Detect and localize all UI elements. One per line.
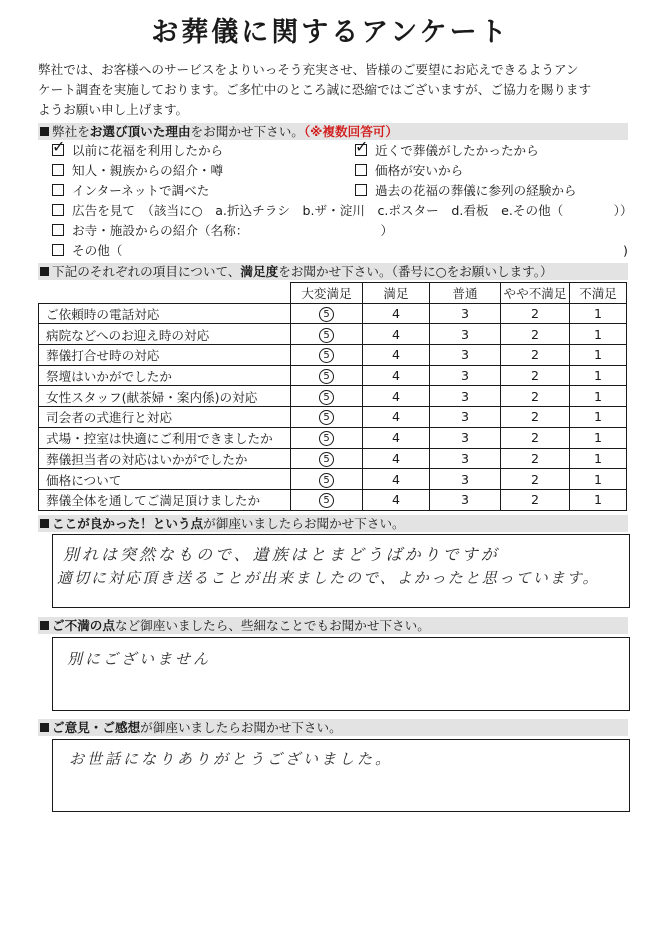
checkbox[interactable] <box>52 244 64 256</box>
score-number: 4 <box>391 471 400 487</box>
square-bullet-icon <box>40 267 49 276</box>
score-number: 3 <box>460 388 469 404</box>
reason-label: 過去の花福の葬儀に参列の経験から <box>375 183 577 198</box>
score-cell[interactable] <box>501 324 570 345</box>
circled-score: 5 <box>319 493 334 508</box>
square-bullet-icon <box>40 621 49 630</box>
reason-option-8[interactable] <box>52 222 393 240</box>
score-cell[interactable] <box>430 345 501 366</box>
score-number: 4 <box>391 347 400 363</box>
table-row <box>39 469 627 490</box>
score-cell[interactable] <box>430 469 501 490</box>
score-cell[interactable] <box>430 407 501 428</box>
score-cell[interactable] <box>501 365 570 386</box>
question-cell: 祭壇はいかがでしたか <box>39 365 291 386</box>
score-cell[interactable] <box>291 303 363 324</box>
score-cell[interactable] <box>570 324 627 345</box>
score-cell[interactable] <box>291 365 363 386</box>
score-cell[interactable] <box>363 324 430 345</box>
score-number: 3 <box>460 368 469 384</box>
score-cell[interactable] <box>501 407 570 428</box>
checkmark-icon: ✓ <box>52 137 66 156</box>
score-cell[interactable] <box>570 386 627 407</box>
checkbox[interactable] <box>355 164 367 176</box>
score-number: 3 <box>460 306 469 322</box>
column-header: 大変満足 <box>291 283 363 304</box>
reason-label: 広告を見て （該当に○ a.折込チラシ b.ザ・淀川 c.ポスター d.看板 e.その他（ ）） <box>72 203 633 218</box>
score-number: 4 <box>391 368 400 384</box>
multiple-answer-note: （※複数回答可） <box>303 124 398 139</box>
section-emphasis: ここが良かった！という点 <box>52 516 204 531</box>
score-cell[interactable] <box>570 489 627 510</box>
intro-line: ケート調査を実施しております。ご多忙中のところ誠に恐縮ではございますが、ご協力を賜ります <box>38 82 592 97</box>
score-cell[interactable] <box>501 303 570 324</box>
reason-option-7[interactable] <box>52 202 633 220</box>
score-number: 1 <box>593 450 602 466</box>
question-cell: 司会者の式進行と対応 <box>39 407 291 428</box>
handwritten-answer-line: 別れは突然なもので、遺族はとまどうばかりですが <box>63 545 500 564</box>
section-text: 下記のそれぞれの項目について、 <box>52 264 241 279</box>
score-number: 2 <box>530 430 539 446</box>
score-cell[interactable] <box>363 427 430 448</box>
section-emphasis: ご意見・ご感想 <box>52 720 141 735</box>
score-number: 1 <box>593 306 602 322</box>
score-number: 4 <box>391 388 400 404</box>
score-cell[interactable] <box>430 448 501 469</box>
score-cell[interactable] <box>501 386 570 407</box>
score-number: 2 <box>530 388 539 404</box>
checkbox[interactable] <box>52 184 64 196</box>
section-good-points-header <box>38 515 628 532</box>
section-text: をお聞かせ下さい。（番号に○をお願いします。） <box>278 264 553 279</box>
section-satisfaction-header <box>38 263 628 280</box>
score-cell[interactable] <box>570 365 627 386</box>
checkbox-checked[interactable] <box>52 137 66 156</box>
handwritten-answer: お世話になりありがとうございました。 <box>69 750 394 768</box>
score-number: 4 <box>391 306 400 322</box>
score-cell[interactable] <box>363 489 430 510</box>
score-cell[interactable] <box>501 427 570 448</box>
question-cell: 葬儀打合せ時の対応 <box>39 345 291 366</box>
score-number: 1 <box>593 471 602 487</box>
satisfaction-table <box>38 282 627 511</box>
score-number: 3 <box>460 430 469 446</box>
complaints-answer-box[interactable] <box>52 637 630 711</box>
column-header: 普通 <box>430 283 501 304</box>
good-points-answer-box[interactable] <box>52 534 630 608</box>
section-feedback-header <box>38 719 628 736</box>
square-bullet-icon <box>40 723 49 732</box>
reason-option-4[interactable] <box>355 162 463 180</box>
table-corner-cell <box>39 283 291 304</box>
score-number: 1 <box>593 326 602 342</box>
section-text: をお聞かせ下さい。 <box>190 124 304 139</box>
score-number: 1 <box>593 430 602 446</box>
column-header: やや不満足 <box>501 283 570 304</box>
survey-title: お葬儀に関するアンケート <box>151 17 510 48</box>
table-row <box>39 303 627 324</box>
table-row <box>39 386 627 407</box>
section-reasons-header <box>38 123 628 140</box>
score-number: 3 <box>460 409 469 425</box>
reason-label: お寺・施設からの紹介（名称： ） <box>72 223 394 238</box>
score-cell[interactable] <box>363 345 430 366</box>
table-row <box>39 407 627 428</box>
circled-score: 5 <box>319 431 334 446</box>
section-emphasis: 満足度 <box>240 264 279 279</box>
score-cell[interactable] <box>363 386 430 407</box>
square-bullet-icon <box>40 127 49 136</box>
score-cell[interactable] <box>291 448 363 469</box>
score-cell[interactable] <box>363 448 430 469</box>
score-cell[interactable] <box>363 407 430 428</box>
handwritten-answer-line: 適切に対応頂き送ることが出来ましたので、よかったと思っています。 <box>57 569 600 587</box>
score-cell[interactable] <box>363 469 430 490</box>
checkbox-checked[interactable] <box>355 137 369 156</box>
column-header: 満足 <box>363 283 430 304</box>
intro-line: ようお願い申し上げます。 <box>38 102 189 117</box>
feedback-answer-box[interactable] <box>52 739 630 812</box>
score-number: 2 <box>530 368 539 384</box>
section-complaints-header <box>38 617 628 634</box>
checkmark-icon: ✓ <box>355 137 369 156</box>
reason-label: 価格が安いから <box>375 163 464 178</box>
circled-score: 5 <box>319 410 334 425</box>
circled-score: 5 <box>319 473 334 488</box>
circled-score: 5 <box>319 390 334 405</box>
table-row <box>39 365 627 386</box>
reason-label: 知人・親族からの紹介・噂 <box>72 163 224 178</box>
score-cell[interactable] <box>430 489 501 510</box>
table-row <box>39 448 627 469</box>
score-number: 3 <box>460 471 469 487</box>
score-number: 2 <box>530 492 539 508</box>
column-header: 不満足 <box>570 283 627 304</box>
score-number: 2 <box>530 409 539 425</box>
score-number: 2 <box>530 347 539 363</box>
score-cell[interactable] <box>291 345 363 366</box>
reason-option-3[interactable] <box>52 162 223 180</box>
score-cell[interactable] <box>570 469 627 490</box>
score-cell[interactable] <box>291 386 363 407</box>
circled-score: 5 <box>319 369 334 384</box>
score-cell[interactable] <box>363 365 430 386</box>
score-number: 1 <box>593 347 602 363</box>
handwritten-answer: 別にございません <box>67 650 212 668</box>
score-number: 4 <box>391 326 400 342</box>
score-number: 1 <box>593 409 602 425</box>
reason-label: 以前に花福を利用したから <box>72 143 224 158</box>
reason-label: その他（ <box>72 243 123 258</box>
score-number: 2 <box>530 306 539 322</box>
score-number: 3 <box>460 347 469 363</box>
score-cell[interactable] <box>430 365 501 386</box>
score-cell[interactable] <box>501 469 570 490</box>
score-cell[interactable] <box>291 407 363 428</box>
score-number: 3 <box>460 492 469 508</box>
reason-label: 近くで葬儀がしたかったから <box>375 143 539 158</box>
score-cell[interactable] <box>430 427 501 448</box>
score-cell[interactable] <box>291 469 363 490</box>
table-row <box>39 345 627 366</box>
table-row <box>39 489 627 510</box>
intro-text <box>38 60 630 120</box>
score-cell[interactable] <box>291 427 363 448</box>
reason-option-2[interactable] <box>355 137 539 160</box>
section-emphasis: お選び頂いた理由 <box>89 124 191 139</box>
score-number: 1 <box>593 368 602 384</box>
other-close-paren: ) <box>623 243 628 258</box>
question-cell: ご依頼時の電話対応 <box>39 303 291 324</box>
score-cell[interactable] <box>501 448 570 469</box>
section-text: など御座いましたら、些細なことでもお聞かせ下さい。 <box>114 618 430 633</box>
score-number: 4 <box>391 492 400 508</box>
score-cell[interactable] <box>430 303 501 324</box>
reason-option-1[interactable] <box>52 137 224 160</box>
table-body <box>39 303 627 510</box>
section-text: が御座いましたらお聞かせ下さい。 <box>203 516 405 531</box>
score-cell[interactable] <box>430 324 501 345</box>
table-row <box>39 427 627 448</box>
section-emphasis: ご不満の点 <box>52 618 115 633</box>
score-cell[interactable] <box>501 489 570 510</box>
score-cell[interactable] <box>570 427 627 448</box>
score-number: 4 <box>391 409 400 425</box>
question-cell: 葬儀全体を通してご満足頂けましたか <box>39 489 291 510</box>
score-number: 2 <box>530 450 539 466</box>
intro-line: 弊社では、お客様へのサービスをよりいっそう充実させ、皆様のご要望にお応えできるようアン <box>38 62 579 77</box>
checkbox[interactable] <box>52 224 64 236</box>
checkbox[interactable] <box>52 204 64 216</box>
reason-label: インターネットで調べた <box>72 183 210 198</box>
question-cell: 女性スタッフ(献茶婦・案内係)の対応 <box>39 386 291 407</box>
score-cell[interactable] <box>570 448 627 469</box>
score-number: 1 <box>593 492 602 508</box>
reason-option-9[interactable] <box>52 242 122 260</box>
score-number: 2 <box>530 471 539 487</box>
circled-score: 5 <box>319 328 334 343</box>
reason-option-5[interactable] <box>52 182 209 200</box>
checkbox[interactable] <box>52 164 64 176</box>
score-cell[interactable] <box>291 324 363 345</box>
score-number: 3 <box>460 326 469 342</box>
question-cell: 式場・控室は快適にご利用できましたか <box>39 427 291 448</box>
score-number: 3 <box>460 450 469 466</box>
table-header-row <box>39 283 627 304</box>
question-cell: 価格について <box>39 469 291 490</box>
circled-score: 5 <box>319 348 334 363</box>
score-cell[interactable] <box>570 407 627 428</box>
score-cell[interactable] <box>430 386 501 407</box>
circled-score: 5 <box>319 452 334 467</box>
score-cell[interactable] <box>291 489 363 510</box>
question-cell: 葬儀担当者の対応はいかがでしたか <box>39 448 291 469</box>
score-cell[interactable] <box>501 345 570 366</box>
checkbox[interactable] <box>355 184 367 196</box>
square-bullet-icon <box>40 519 49 528</box>
table-row <box>39 324 627 345</box>
score-number: 1 <box>593 388 602 404</box>
circled-score: 5 <box>319 307 334 322</box>
score-cell[interactable] <box>570 303 627 324</box>
score-cell[interactable] <box>363 303 430 324</box>
score-number: 2 <box>530 326 539 342</box>
score-number: 4 <box>391 450 400 466</box>
section-text: 弊社を <box>52 124 90 139</box>
section-text: が御座いましたらお聞かせ下さい。 <box>140 720 342 735</box>
reason-option-6[interactable] <box>355 182 577 200</box>
question-cell: 病院などへのお迎え時の対応 <box>39 324 291 345</box>
score-cell[interactable] <box>570 345 627 366</box>
score-number: 4 <box>391 430 400 446</box>
